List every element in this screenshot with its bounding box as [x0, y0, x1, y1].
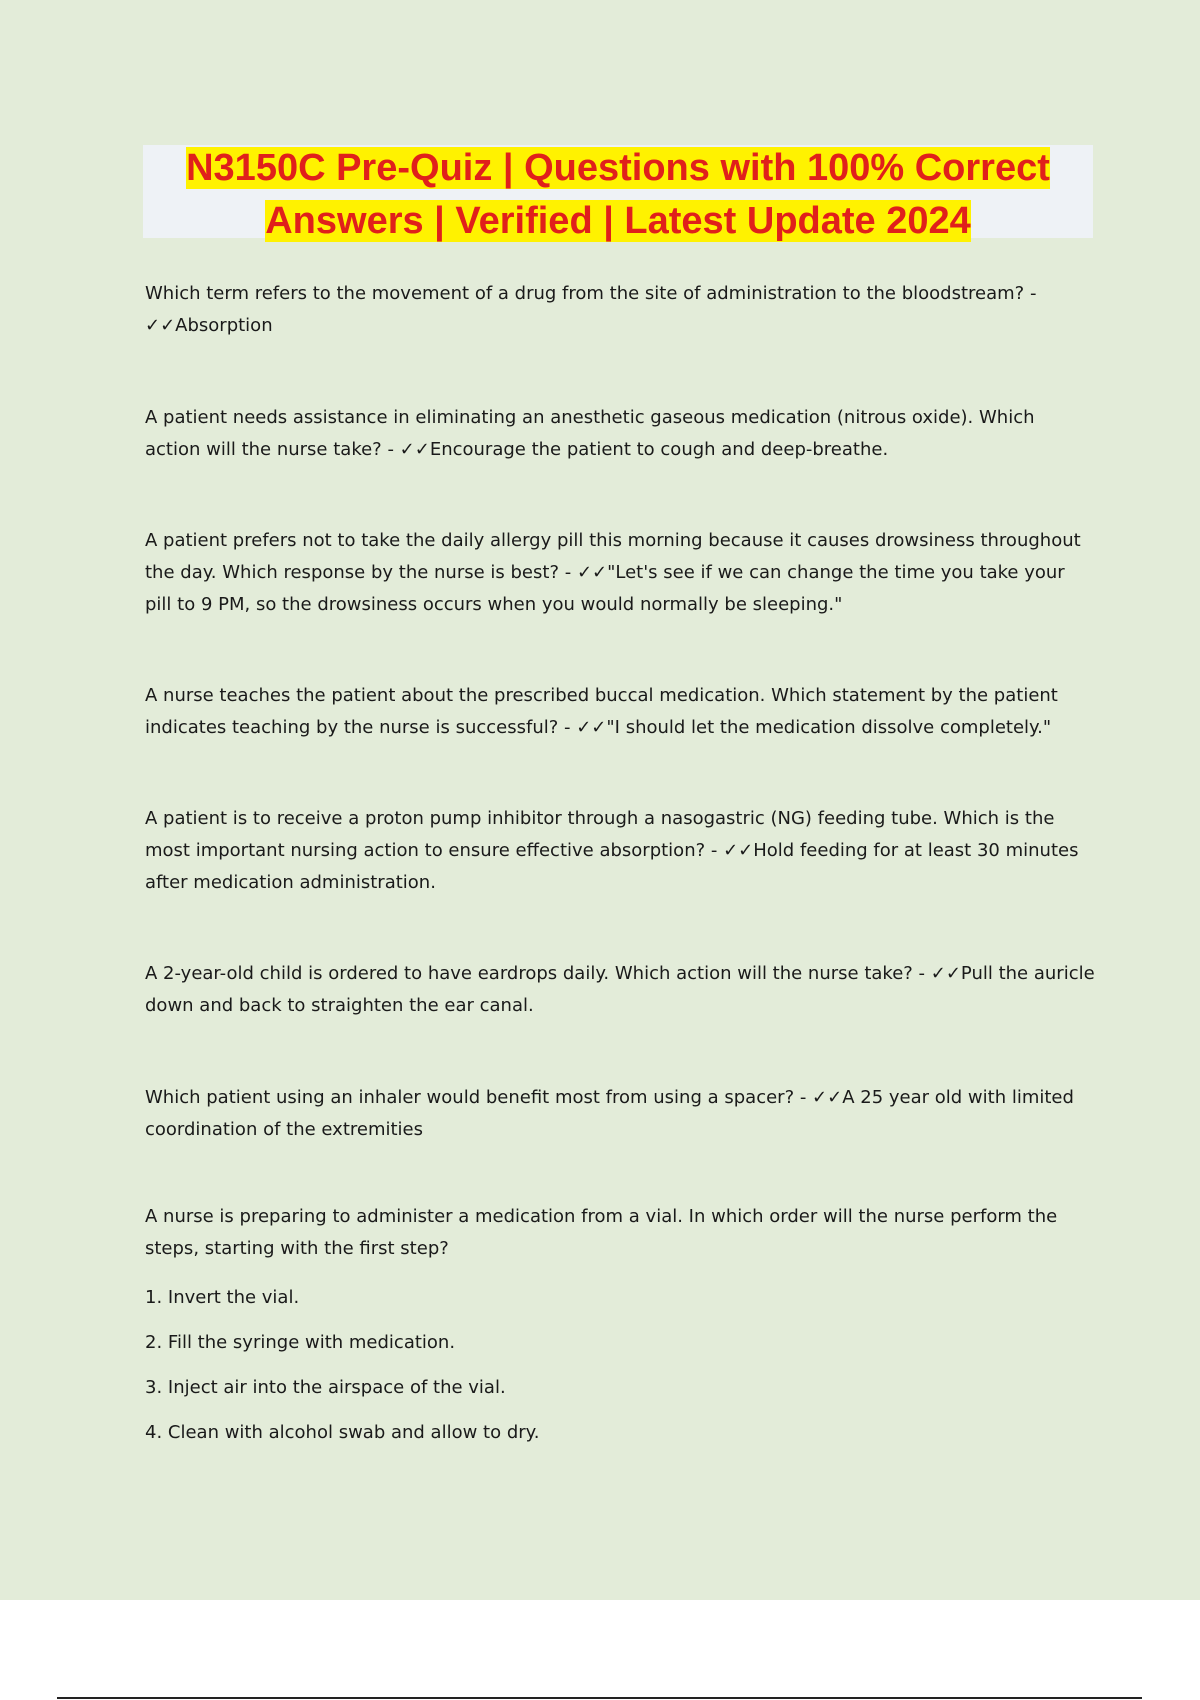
qa-item	[145, 1201, 1095, 1455]
title-line-2: Answers | Verified | Latest Update 2024	[265, 200, 971, 242]
step-item: 1. Invert the vial.	[145, 1287, 300, 1308]
qa-text: A nurse is preparing to administer a medication from a vial. In which order will the nurse perform the steps, starting with the first step?	[145, 1206, 1058, 1259]
qa-item	[145, 958, 1095, 1022]
qa-item	[145, 525, 1095, 621]
qa-item	[145, 278, 1095, 342]
qa-text: Which patient using an inhaler would benefit most from using a spacer? - ✓✓A 25 year old with limited coordination of the extremities	[145, 1087, 1074, 1140]
document-title	[143, 145, 1093, 242]
qa-text: A patient needs assistance in eliminating an anesthetic gaseous medication (nitrous oxide). Which action will the nurse take? - ✓✓Encourage the patient to cough and deep-breathe.	[145, 407, 1035, 460]
step-item: 3. Inject air into the airspace of the vial.	[145, 1377, 506, 1398]
step-item: 2. Fill the syringe with medication.	[145, 1332, 456, 1353]
qa-item	[145, 1082, 1095, 1146]
qa-text: A patient is to receive a proton pump inhibitor through a nasogastric (NG) feeding tube. Which is the most important nursing action to ensure effective absorption? - ✓✓Hold feeding for at least 30 minutes after medication administration.	[145, 808, 1079, 893]
qa-text: A 2-year-old child is ordered to have eardrops daily. Which action will the nurse take? - ✓✓Pull the auricle down and back to straighten the ear canal.	[145, 963, 1095, 1016]
qa-text: Which term refers to the movement of a drug from the site of administration to the bloodstream? - ✓✓Absorption	[145, 283, 1037, 336]
footer-divider	[57, 1697, 1142, 1699]
step-item: 4. Clean with alcohol swab and allow to dry.	[145, 1422, 540, 1443]
qa-text: A nurse teaches the patient about the prescribed buccal medication. Which statement by the patient indicates teaching by the nurse is successful? - ✓✓"I should let the medication dissolve completely."	[145, 685, 1058, 738]
steps-list	[145, 1275, 1095, 1455]
qa-item	[145, 402, 1095, 466]
qa-item	[145, 680, 1095, 744]
qa-text: A patient prefers not to take the daily allergy pill this morning because it causes drowsiness throughout the day. Which response by the nurse is best? - ✓✓"Let's see if we can change the time you take your pill to 9 PM, so the drowsiness occurs when you would normally be sleeping."	[145, 530, 1081, 615]
title-line-1: N3150C Pre-Quiz | Questions with 100% Correct	[186, 147, 1050, 189]
qa-item	[145, 803, 1095, 899]
